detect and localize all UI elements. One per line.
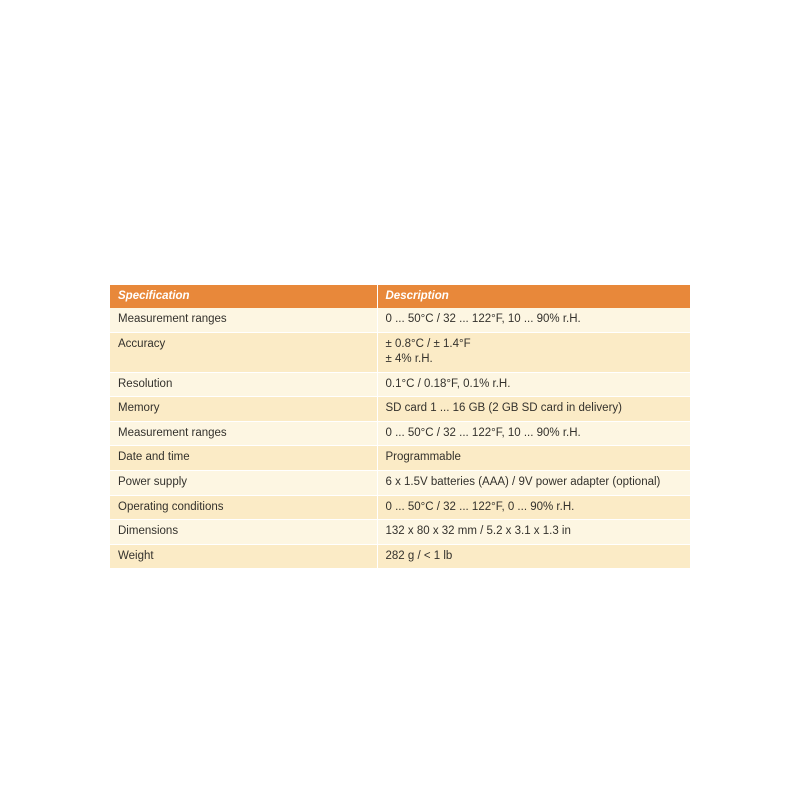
cell-description-line: Programmable [385, 451, 461, 464]
specification-table [110, 285, 690, 568]
cell-specification: Memory [110, 397, 377, 422]
cell-description [377, 544, 690, 568]
table-header-row [110, 285, 690, 308]
cell-description [377, 372, 690, 397]
cell-description [377, 520, 690, 545]
table-row [110, 520, 690, 545]
cell-specification: Accuracy [110, 332, 377, 372]
cell-description-line: 0 ... 50°C / 32 ... 122°F, 10 ... 90% r.H. [385, 426, 581, 439]
cell-specification: Dimensions [110, 520, 377, 545]
cell-specification: Measurement ranges [110, 308, 377, 332]
cell-description [377, 446, 690, 471]
table-row [110, 308, 690, 332]
table-row [110, 421, 690, 446]
table-header [110, 285, 690, 308]
table-row [110, 332, 690, 372]
table-row [110, 544, 690, 568]
cell-description [377, 308, 690, 332]
cell-specification: Operating conditions [110, 495, 377, 520]
cell-description [377, 421, 690, 446]
cell-description [377, 332, 690, 372]
specification-table-container [110, 285, 690, 569]
cell-description [377, 397, 690, 422]
cell-description-line: 0 ... 50°C / 32 ... 122°F, 0 ... 90% r.H. [385, 500, 575, 513]
column-header-description: Description [377, 285, 690, 308]
cell-description [377, 470, 690, 495]
table-row [110, 495, 690, 520]
table-bottom-edge [110, 568, 690, 569]
table-body [110, 308, 690, 568]
cell-description-line: 6 x 1.5V batteries (AAA) / 9V power adapter (optional) [385, 475, 661, 488]
cell-description-line: 282 g / < 1 lb [385, 549, 453, 562]
cell-description-line: SD card 1 ... 16 GB (2 GB SD card in delivery) [385, 402, 622, 415]
cell-description [377, 495, 690, 520]
table-row [110, 397, 690, 422]
table-row [110, 372, 690, 397]
cell-specification: Resolution [110, 372, 377, 397]
cell-specification: Power supply [110, 470, 377, 495]
table-row [110, 470, 690, 495]
table-row [110, 446, 690, 471]
cell-description-line: 0.1°C / 0.18°F, 0.1% r.H. [385, 377, 511, 390]
cell-description-line: 132 x 80 x 32 mm / 5.2 x 3.1 x 1.3 in [385, 525, 571, 538]
cell-specification: Measurement ranges [110, 421, 377, 446]
cell-description-line: ± 0.8°C / ± 1.4°F [385, 337, 471, 350]
cell-description-line: 0 ... 50°C / 32 ... 122°F, 10 ... 90% r.H. [385, 313, 581, 326]
cell-description-line: ± 4% r.H. [385, 353, 433, 366]
cell-specification: Weight [110, 544, 377, 568]
column-header-specification: Specification [110, 285, 377, 308]
cell-specification: Date and time [110, 446, 377, 471]
